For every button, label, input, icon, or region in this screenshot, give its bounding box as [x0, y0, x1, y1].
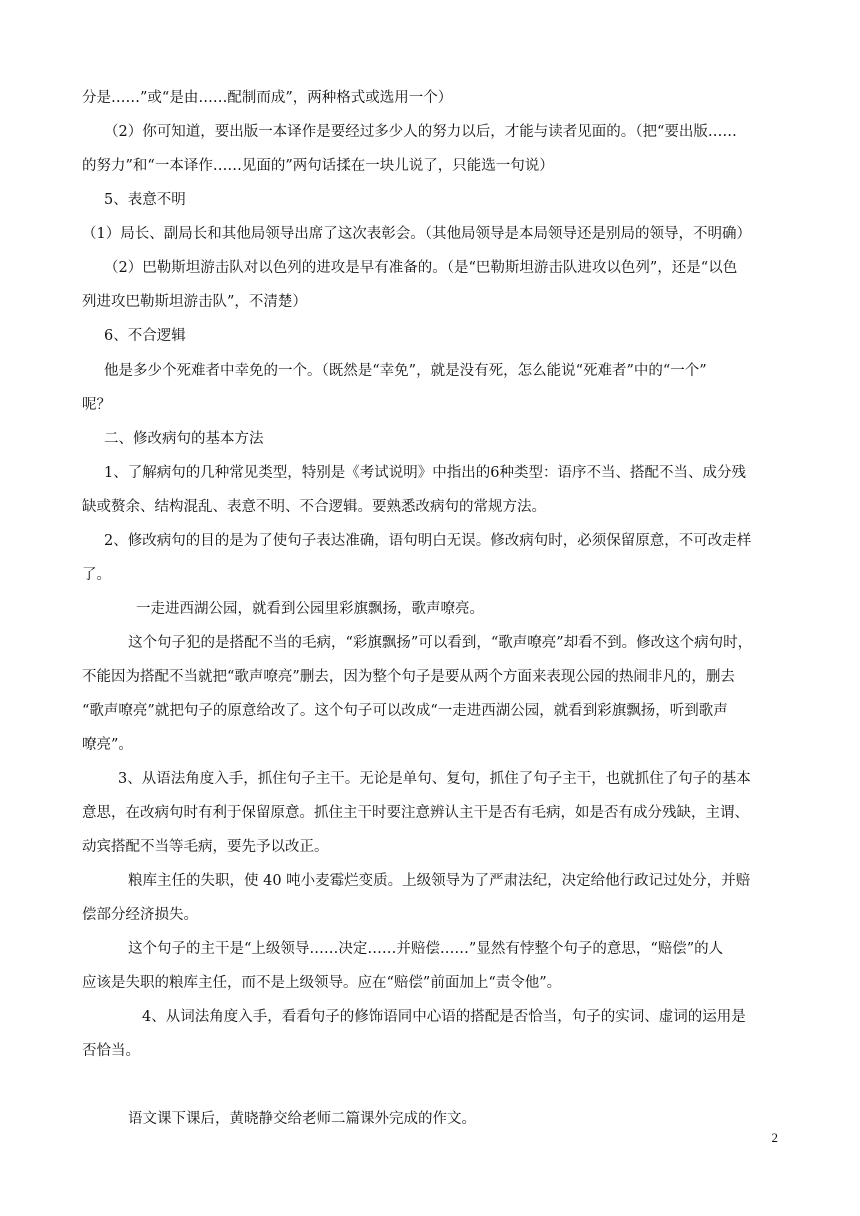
text-line: 意思，在改病句时有利于保留原意。抓住主干时要注意辨认主干是否有毛病，如是否有成分残缺，主谓、	[82, 805, 749, 821]
text-line: （2）巴勒斯坦游击队对以色列的进攻是早有准备的。（是“巴勒斯坦游击队进攻以色列”，还是“以色	[104, 260, 738, 276]
text-line: 1、了解病句的几种常见类型，特别是《考试说明》中指出的6种类型：语序不当、搭配不当、成分残	[104, 465, 746, 481]
example-sentence: 语文课下课后，黄晓静交给老师二篇课外完成的作文。	[128, 1111, 476, 1127]
text-line: 应该是失职的粮库主任，而不是上级领导。应在“赔偿”前面加上“责令他”。	[82, 975, 562, 991]
text-line: 这个句子犯的是搭配不当的毛病，“彩旗飘扬”可以看到，“歌声嘹亮”却看不到。修改这个病句时，	[128, 635, 753, 651]
text-line: 这个句子的主干是“上级领导……决定……并赔偿……”显然有悖整个句子的意思，“赔偿”的人	[128, 941, 724, 957]
section-heading: 6、不合逻辑	[104, 328, 186, 344]
text-line: 了。	[82, 567, 111, 583]
text-line: （1）局长、副局长和其他局领导出席了这次表彰会。（其他局领导是本局领导还是别局的领导，不明确）	[82, 226, 751, 242]
text-line: 否恰当。	[82, 1043, 140, 1059]
text-line: “歌声嘹亮”就把句子的原意给改了。这个句子可以改成“一走进西湖公园，就看到彩旗飘扬，听到歌声	[82, 703, 728, 719]
text-line: 嘹亮”。	[82, 737, 133, 753]
text-line: 缺或赘余、结构混乱、表意不明、不合逻辑。要熟悉改病句的常规方法。	[82, 499, 546, 515]
text-line: 分是……”或“是由……配制而成”，两种格式或选用一个）	[82, 90, 453, 106]
text-line: 动宾搭配不当等毛病，要先予以改正。	[82, 839, 329, 855]
example-sentence: 一走进西湖公园，就看到公园里彩旗飘扬，歌声嘹亮。	[136, 601, 484, 617]
text-line: 列进攻巴勒斯坦游击队”，不清楚）	[82, 294, 307, 310]
text-line: 的努力”和“一本译作……见面的”两句话揉在一块儿说了，只能选一句说）	[82, 158, 554, 174]
text-line: 偿部分经济损失。	[82, 907, 198, 923]
page-number: 2	[771, 1130, 778, 1145]
text-line: （2）你可知道，要出版一本译作是要经过多少人的努力以后，才能与读者见面的。（把“要出版……	[104, 124, 737, 140]
text-line: 3、从语法角度入手，抓住句子主干。无论是单句、复句，抓住了句子主干，也就抓住了句子的基本	[118, 771, 751, 787]
section-heading: 二、修改病句的基本方法	[104, 431, 264, 447]
section-heading: 5、表意不明	[104, 192, 186, 208]
text-line: 他是多少个死难者中幸免的一个。（既然是“幸免”，就是没有死，怎么能说“死难者”中的“一个”	[104, 363, 707, 379]
text-line: 不能因为搭配不当就把“歌声嘹亮”删去，因为整个句子是要从两个方面来表现公园的热闹非凡的，删去	[82, 669, 735, 685]
example-sentence: 粮库主任的失职，使 40 吨小麦霉烂变质。上级领导为了严肃法纪，决定给他行政记过处分，并赔	[128, 873, 751, 889]
text-line: 4、从词法角度入手，看看句子的修饰语同中心语的搭配是否恰当，句子的实词、虚词的运用是	[142, 1009, 746, 1025]
text-line: 2、修改病句的目的是为了使句子表达准确，语句明白无误。修改病句时，必须保留原意，不可改走样	[104, 533, 752, 549]
text-line: 呢？	[82, 397, 111, 413]
